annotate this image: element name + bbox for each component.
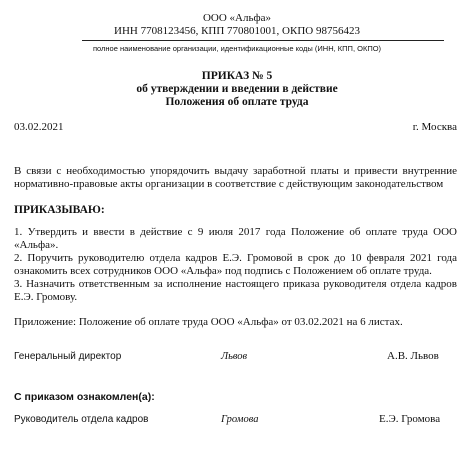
director-role: Генеральный директор	[14, 351, 122, 362]
hr-role: Руководитель отдела кадров	[14, 414, 149, 425]
order-city: г. Москва	[412, 121, 457, 133]
hr-signature: Громова	[221, 414, 259, 425]
order-item-3: 3. Назначить ответственным за исполнение настоящего приказа руководителя отдела кадров Е.Э. Громову.	[14, 278, 457, 303]
director-name: А.В. Львов	[387, 350, 439, 362]
order-title-document: Положения об оплате труда	[165, 96, 309, 108]
order-title-number: ПРИКАЗ № 5	[201, 70, 273, 82]
director-signature: Львов	[221, 351, 248, 362]
appendix-note: Приложение: Положение об оплате труда ООО «Альфа» от 03.02.2021 на 6 листах.	[14, 316, 403, 328]
order-date: 03.02.2021	[14, 121, 64, 133]
organization-underline	[82, 40, 444, 41]
hr-name: Е.Э. Громова	[379, 413, 441, 425]
intro-paragraph: В связи с необходимостью упорядочить выдачу заработной платы и привести внутренние нормативно-правовые акты организации в соответствие с действующим законодательством	[14, 165, 457, 190]
order-item-2: 2. Поручить руководителю отдела кадров Е.Э. Громовой в срок до 10 февраля 2021 года ознакомить всех сотрудников ООО «Альфа» под подпись с Положением об оплате труда.	[14, 252, 457, 277]
organization-codes: ИНН 7708123456, КПП 770801001, ОКПО 98756423	[114, 25, 360, 37]
order-keyword: ПРИКАЗЫВАЮ:	[14, 204, 105, 216]
organization-caption: полное наименование организации, идентификационные коды (ИНН, КПП, ОКПО)	[92, 44, 382, 53]
order-title-subject: об утверждении и введении в действие	[136, 83, 338, 95]
acknowledgement-heading: С приказом ознакомлен(а):	[14, 391, 155, 403]
organization-name: ООО «Альфа»	[202, 12, 272, 24]
order-item-1: 1. Утвердить и ввести в действие с 9 июля 2017 года Положение об оплате труда ООО «Альфа».	[14, 226, 457, 251]
